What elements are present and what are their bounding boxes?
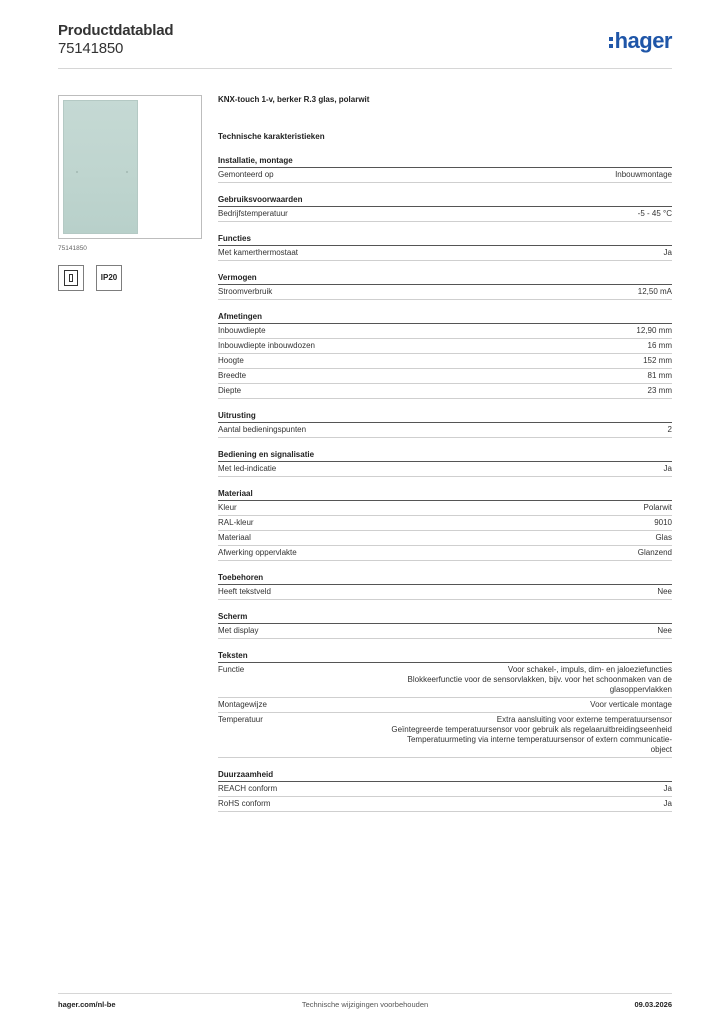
spec-label: Materiaal bbox=[218, 533, 251, 542]
footer-date: 09.03.2026 bbox=[634, 1000, 672, 1009]
spec-value bbox=[378, 548, 672, 558]
spec-row bbox=[218, 698, 672, 713]
spec-value bbox=[378, 503, 672, 513]
spec-label: Hoogte bbox=[218, 356, 244, 365]
spec-row bbox=[218, 713, 672, 758]
spec-group-title: Vermogen bbox=[218, 273, 672, 285]
spec-value-line: 152 mm bbox=[643, 356, 672, 365]
spec-group bbox=[218, 770, 672, 812]
spec-row bbox=[218, 585, 672, 600]
spec-group-title: Bediening en signalisatie bbox=[218, 450, 672, 462]
spec-value-line: Ja bbox=[663, 248, 672, 257]
spec-row bbox=[218, 207, 672, 222]
spec-label: Montagewijze bbox=[218, 700, 267, 709]
spec-row bbox=[218, 369, 672, 384]
spec-value bbox=[378, 464, 672, 474]
spec-group-title: Scherm bbox=[218, 612, 672, 624]
spec-label: Inbouwdiepte inbouwdozen bbox=[218, 341, 315, 350]
spec-group-title: Afmetingen bbox=[218, 312, 672, 324]
spec-label: Heeft tekstveld bbox=[218, 587, 271, 596]
spec-group-title: Functies bbox=[218, 234, 672, 246]
spec-groups bbox=[218, 156, 672, 812]
spec-value-line: 2 bbox=[667, 425, 672, 434]
spec-row bbox=[218, 501, 672, 516]
spec-label: RoHS conform bbox=[218, 799, 271, 808]
spec-label: REACH conform bbox=[218, 784, 278, 793]
spec-value-line: Ja bbox=[663, 784, 672, 793]
spec-content bbox=[218, 95, 672, 824]
spec-group bbox=[218, 450, 672, 477]
spec-row bbox=[218, 516, 672, 531]
spec-value-line: Glas bbox=[655, 533, 672, 542]
spec-group bbox=[218, 411, 672, 438]
spec-row bbox=[218, 663, 672, 698]
spec-section-heading: Technische karakteristieken bbox=[218, 132, 325, 141]
page-header bbox=[58, 22, 672, 69]
spec-label: Met display bbox=[218, 626, 259, 635]
spec-group-title: Gebruiksvoorwaarden bbox=[218, 195, 672, 207]
spec-row bbox=[218, 782, 672, 797]
spec-value-line: Ja bbox=[663, 464, 672, 473]
spec-row bbox=[218, 339, 672, 354]
spec-value bbox=[378, 587, 672, 597]
ip-rating-badge bbox=[96, 265, 122, 291]
spec-value-line: Nee bbox=[657, 626, 672, 635]
spec-row bbox=[218, 354, 672, 369]
spec-value-line: 12,50 mA bbox=[637, 287, 672, 296]
spec-value-line: 9010 bbox=[654, 518, 672, 527]
spec-label: Met led-indicatie bbox=[218, 464, 277, 473]
spec-group bbox=[218, 312, 672, 399]
product-image-caption: 75141850 bbox=[58, 245, 87, 252]
spec-group bbox=[218, 234, 672, 261]
spec-row bbox=[218, 168, 672, 183]
spec-value-line: Inbouwmontage bbox=[615, 170, 672, 179]
spec-value bbox=[378, 715, 672, 755]
spec-value-line: glasoppervlakken bbox=[609, 685, 672, 694]
spec-group bbox=[218, 195, 672, 222]
spec-value-line: Geïntegreerde temperatuursensor voor gebruik als regelaaruitbreidingseenheid bbox=[391, 725, 672, 734]
spec-label: Bedrijfstemperatuur bbox=[218, 209, 288, 218]
hager-logo bbox=[609, 28, 672, 54]
spec-label: Temperatuur bbox=[218, 715, 263, 724]
product-panel-graphic bbox=[63, 100, 138, 234]
ip-rating-text: IP20 bbox=[100, 273, 118, 282]
spec-value bbox=[378, 371, 672, 381]
spec-group bbox=[218, 573, 672, 600]
spec-value bbox=[378, 518, 672, 528]
spec-row bbox=[218, 797, 672, 812]
spec-value bbox=[378, 665, 672, 695]
spec-value-line: Voor schakel-, impuls, dim- en jaloeziefuncties bbox=[507, 665, 672, 674]
spec-label: Breedte bbox=[218, 371, 247, 380]
spec-value-line: 81 mm bbox=[647, 371, 672, 380]
spec-value bbox=[378, 326, 672, 336]
spec-value bbox=[378, 784, 672, 794]
spec-group bbox=[218, 156, 672, 183]
spec-row bbox=[218, 546, 672, 561]
spec-value-line: 16 mm bbox=[647, 341, 672, 350]
spec-value bbox=[378, 248, 672, 258]
spec-group-title: Installatie, montage bbox=[218, 156, 672, 168]
product-name: KNX-touch 1-v, berker R.3 glas, polarwit bbox=[218, 95, 370, 104]
spec-value-line: -5 - 45 °C bbox=[637, 209, 672, 218]
spec-label: Gemonteerd op bbox=[218, 170, 274, 179]
spec-group bbox=[218, 273, 672, 300]
spec-label: RAL-kleur bbox=[218, 518, 254, 527]
spec-row bbox=[218, 324, 672, 339]
spec-value-line: Blokkeerfunctie voor de sensorvlakken, bijv. voor het schoonmaken van de bbox=[407, 675, 672, 684]
footer-website-link[interactable]: hager.com/nl-be bbox=[58, 1000, 116, 1009]
spec-value-line: Extra aansluiting voor externe temperatuursensor bbox=[496, 715, 672, 724]
spec-value bbox=[378, 386, 672, 396]
spec-value-line: 12,90 mm bbox=[636, 326, 672, 335]
spec-row bbox=[218, 531, 672, 546]
spec-value-line: Glanzend bbox=[637, 548, 672, 557]
page-footer bbox=[58, 993, 672, 1009]
product-image bbox=[58, 95, 202, 239]
flush-mounting-icon bbox=[58, 265, 84, 291]
spec-value bbox=[378, 626, 672, 636]
spec-row bbox=[218, 423, 672, 438]
spec-value-line: Polarwit bbox=[643, 503, 672, 512]
spec-value bbox=[378, 209, 672, 219]
logo-text: hager bbox=[614, 28, 672, 53]
spec-value bbox=[378, 356, 672, 366]
spec-value bbox=[378, 799, 672, 809]
spec-group-title: Duurzaamheid bbox=[218, 770, 672, 782]
spec-group bbox=[218, 489, 672, 561]
spec-row bbox=[218, 624, 672, 639]
spec-row bbox=[218, 384, 672, 399]
spec-label: Diepte bbox=[218, 386, 242, 395]
footer-disclaimer: Technische wijzigingen voorbehouden bbox=[301, 1000, 429, 1009]
spec-label: Inbouwdiepte bbox=[218, 326, 266, 335]
spec-value-line: Temperatuurmeting via interne temperatuursensor of extern communicatie- bbox=[406, 735, 672, 744]
spec-group-title: Teksten bbox=[218, 651, 672, 663]
spec-label: Kleur bbox=[218, 503, 237, 512]
spec-group-title: Uitrusting bbox=[218, 411, 672, 423]
spec-value-line: Ja bbox=[663, 799, 672, 808]
spec-value-line: 23 mm bbox=[647, 386, 672, 395]
spec-label: Functie bbox=[218, 665, 245, 674]
spec-value bbox=[378, 287, 672, 297]
spec-value bbox=[378, 341, 672, 351]
spec-value-line: Nee bbox=[657, 587, 672, 596]
spec-value-line: object bbox=[650, 745, 672, 754]
logo-dots-icon bbox=[609, 37, 613, 48]
spec-group-title: Toebehoren bbox=[218, 573, 672, 585]
spec-label: Met kamerthermostaat bbox=[218, 248, 299, 257]
spec-group bbox=[218, 651, 672, 758]
spec-value bbox=[378, 533, 672, 543]
spec-row bbox=[218, 246, 672, 261]
spec-value bbox=[378, 170, 672, 180]
spec-row bbox=[218, 462, 672, 477]
document-title: Productdatablad bbox=[58, 22, 174, 39]
document-number: 75141850 bbox=[58, 40, 124, 57]
spec-value-line: Voor verticale montage bbox=[590, 700, 672, 709]
spec-label: Aantal bedieningspunten bbox=[218, 425, 307, 434]
spec-value bbox=[378, 425, 672, 435]
spec-row bbox=[218, 285, 672, 300]
spec-group bbox=[218, 612, 672, 639]
spec-label: Afwerking oppervlakte bbox=[218, 548, 297, 557]
spec-label: Stroomverbruik bbox=[218, 287, 273, 296]
spec-group-title: Materiaal bbox=[218, 489, 672, 501]
spec-value bbox=[378, 700, 672, 710]
